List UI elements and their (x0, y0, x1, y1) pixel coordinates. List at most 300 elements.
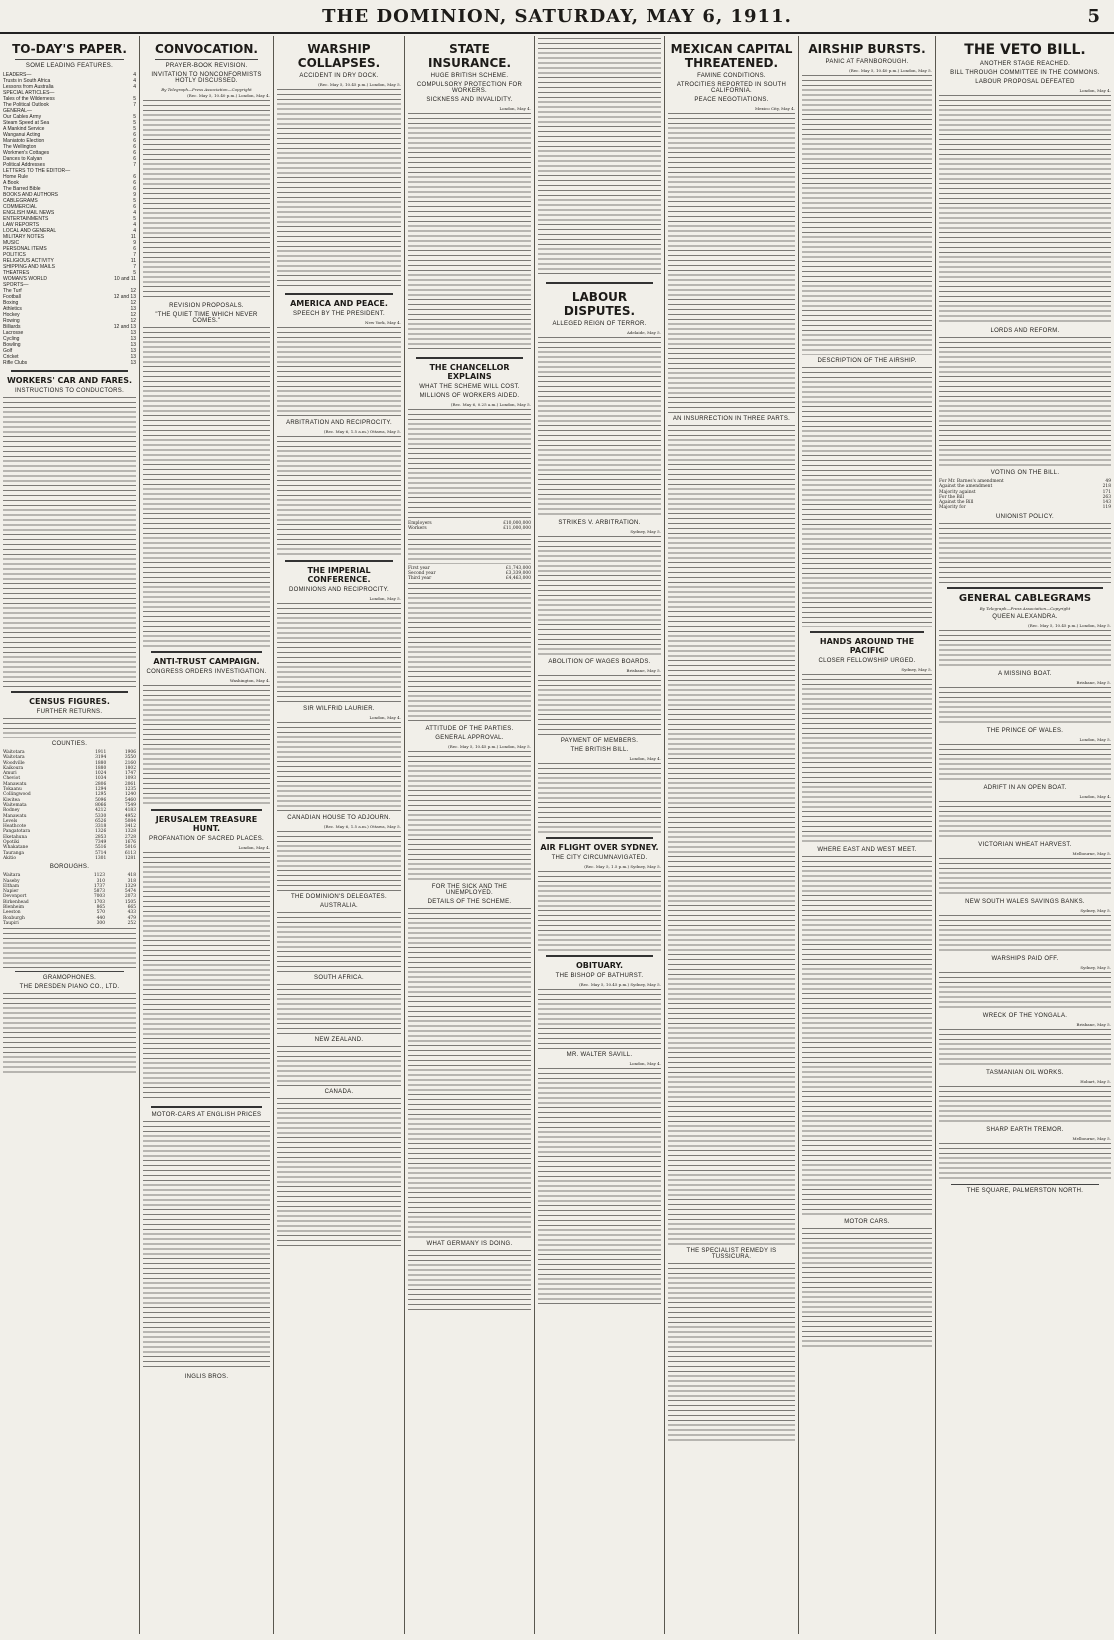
contents-page: 7 (133, 162, 136, 168)
column-5 (535, 36, 665, 1634)
column-7 (799, 36, 936, 1634)
table-cell: 418 (127, 873, 136, 879)
subhead-approval: GENERAL APPROVAL. (435, 735, 504, 742)
subhead-payment: PAYMENT OF MEMBERS. (560, 738, 639, 744)
table-cell: 5096 (95, 797, 107, 803)
contents-page: 4 (133, 222, 136, 228)
article-body (802, 674, 932, 844)
subhead-famine: FAMINE CONDITIONS. (697, 73, 766, 79)
headline-convocation: CONVOCATION. (155, 42, 258, 56)
table-cell: 6526 (95, 818, 107, 824)
masthead-title: THE DOMINION, SATURDAY, MAY 6, 1911. (322, 6, 792, 27)
years-table (408, 566, 531, 582)
table-cell: 4952 (124, 813, 136, 819)
table-cell: 1123 (93, 873, 106, 879)
contents-item: SPECIAL ARTICLES— (3, 90, 55, 96)
byline: By Telegraph—Press Association—Copyright (979, 605, 1071, 611)
article-body (939, 744, 1111, 782)
subhead-east-west: WHERE EAST AND WEST MEET. (817, 847, 917, 853)
article-body (802, 856, 932, 1216)
contents-page: 6 (133, 132, 136, 138)
table-cell: 5873 (93, 889, 106, 895)
dateline: London, May 4. (369, 715, 401, 720)
subhead-dominions: DOMINIONS AND RECIPROCITY. (288, 587, 390, 593)
contents-item: LEADERS— (3, 72, 32, 78)
region-canada: CANADA. (324, 1089, 354, 1095)
article-body (939, 95, 1111, 325)
contents-page: 11 (130, 258, 136, 264)
subhead-atrocities: ATROCITIES REPORTED IN SOUTH CALIFORNIA. (676, 82, 787, 94)
contents-item: SHIPPING AND MAILS (3, 264, 55, 270)
divider (546, 955, 653, 957)
subhead-strikes: STRIKES V. ARBITRATION. (558, 520, 641, 526)
ad-body (143, 1121, 270, 1371)
table-cell: For Mr. Barnes's amendment (939, 479, 1004, 484)
subhead-labour-defeated: LABOUR PROPOSAL DEFEATED (975, 79, 1075, 85)
subhead-british-bill: THE BRITISH BILL. (570, 747, 629, 753)
ad-tussicura: THE SPECIALIST REMEDY IS TUSSICURA. (686, 1248, 777, 1260)
contents-item: Rowing (3, 318, 20, 324)
headline-cablegrams: GENERAL CABLEGRAMS (958, 592, 1092, 604)
table-cell: Roxburgh (3, 915, 25, 921)
cablegram-head: NEW SOUTH WALES SAVINGS BANKS. (965, 898, 1085, 905)
contents-item: The Turf (3, 288, 22, 294)
headline-workers-car: WORKERS' CAR AND FARES. (6, 376, 133, 385)
table-cell: 143 (1102, 500, 1111, 506)
dateline: London, May 4. (1079, 88, 1111, 93)
table-cell: Napier (3, 889, 19, 895)
dateline: Melbourne, May 5. (1072, 850, 1111, 856)
page-number: 5 (1087, 6, 1100, 27)
column-4 (405, 36, 535, 1634)
dateline: London, May 4. (1079, 793, 1111, 799)
article-body (538, 337, 661, 517)
contents-page: 5 (133, 198, 136, 204)
article-body (538, 536, 661, 656)
contents-page: 7 (133, 252, 136, 258)
article-body (277, 912, 401, 972)
divider (546, 837, 653, 839)
table-cell: 2853 (95, 834, 107, 840)
table-cell: 1024 (95, 771, 107, 777)
divider (810, 631, 924, 633)
article-body (277, 1046, 401, 1086)
region-south-africa: SOUTH AFRICA. (314, 975, 364, 981)
dateline: Brisbane, May 5. (1076, 1021, 1111, 1027)
headline-state-insurance: STATE INSURANCE. (427, 42, 512, 70)
subhead-another-stage: ANOTHER STAGE REACHED. (979, 61, 1071, 67)
table-cell: Manawatu (3, 813, 27, 819)
subhead-sickness: SICKNESS AND INVALIDITY. (426, 97, 513, 103)
subhead-huge-scheme: HUGE BRITISH SCHEME. (430, 73, 509, 79)
table-cell: Majority for (939, 505, 966, 511)
table-cell: 4212 (95, 808, 107, 814)
article-body (408, 113, 531, 353)
contents-page: 6 (133, 138, 136, 144)
table-cell: 171 (1102, 489, 1111, 495)
dateline: London, May 4. (629, 756, 661, 761)
table-row (408, 576, 531, 581)
divider (151, 1106, 262, 1108)
article-body (277, 603, 401, 703)
subhead-dry-dock: ACCIDENT IN DRY DOCK. (299, 73, 379, 79)
table-cell: Kiwitea (3, 797, 20, 803)
dateline: Adelaide, May 5. (626, 330, 661, 335)
table-cell: 1747 (124, 771, 136, 777)
article-body (143, 327, 270, 647)
table-cell: 2806 (95, 781, 107, 787)
contents-item: A Book (3, 180, 19, 186)
ad-body (802, 1228, 932, 1348)
table-cell: £4,463,000 (505, 576, 531, 582)
contents-page: 13 (130, 306, 136, 312)
subhead-lords-reform: LORDS AND REFORM. (990, 328, 1060, 334)
contents-item: LOCAL AND GENERAL (3, 228, 57, 234)
contents-item: GENERAL— (3, 108, 32, 114)
table-cell: 479 (127, 915, 136, 921)
contents-page: 6 (133, 144, 136, 150)
table-cell: 1802 (124, 765, 136, 771)
contents-page: 12 and 13 (113, 294, 136, 300)
article-body (939, 523, 1111, 583)
contents-item: The Wellington (3, 144, 37, 150)
boroughs-title: BOROUGHS. (49, 864, 90, 871)
table-cell: 5460 (124, 797, 136, 803)
subhead-revision: REVISION PROPOSALS. (169, 303, 244, 309)
dateline: London, May 4. (629, 1061, 661, 1066)
table-cell: 665 (127, 905, 136, 911)
article-body (802, 367, 932, 627)
table-cell: 570 (96, 910, 106, 916)
table-cell: Waitara (3, 873, 21, 879)
article-body (939, 1143, 1111, 1181)
table-cell: Levels (3, 818, 18, 824)
article-body (668, 113, 795, 413)
dateline: Sydney, May 5. (1080, 907, 1111, 913)
dateline: London, May 4. (499, 106, 531, 111)
article-body (939, 1029, 1111, 1067)
contents-item: The Political Outlook (3, 102, 49, 108)
cablegram-head: WRECK OF THE YONGALA. (982, 1012, 1068, 1019)
table-cell: Leeston (3, 910, 21, 916)
subhead-circumnavigated: THE CITY CIRCUMNAVIGATED. (551, 855, 648, 861)
contents-page: 5 (133, 114, 136, 120)
contents-item: ENGLISH MAIL NEWS (3, 210, 55, 216)
subhead-savill: MR. WALTER SAVILL. (566, 1052, 633, 1058)
article-body (939, 915, 1111, 953)
contents-item: SPORTS— (3, 282, 29, 288)
table-cell: Waitemata (3, 802, 27, 808)
table-cell: Naseby (3, 878, 20, 884)
contents-item: Cricket (3, 354, 19, 360)
contents-item: CABLEGRAMS (3, 198, 38, 204)
contents-item: MILITARY NOTES (3, 234, 45, 240)
dateline: New York, May 4. (365, 320, 401, 325)
table-cell: 1703 (93, 899, 106, 905)
table-cell: 300 (96, 920, 106, 926)
contents-page: 10 and 11 (114, 276, 136, 282)
table-cell: £11,000,000 (503, 526, 531, 532)
table-cell: For the Bill (939, 494, 964, 500)
table-cell: 865 (96, 905, 106, 911)
contents-page: 6 (133, 180, 136, 186)
contents-page: 4 (133, 228, 136, 234)
table-cell: 310 (96, 878, 106, 884)
subhead-farnborough: PANIC AT FARNBOROUGH. (825, 59, 909, 65)
ad-motor-cars: MOTOR CARS. (844, 1219, 890, 1225)
divider (285, 293, 393, 295)
votes-table (939, 479, 1111, 511)
contents-list (3, 72, 136, 366)
contents-item: THEATRES (3, 270, 30, 276)
table-cell: 1880 (95, 760, 107, 766)
dateline: Washington, May 4. (229, 678, 270, 683)
contents-item: A Mankind Service (3, 126, 45, 132)
ad-body (3, 993, 136, 1073)
table-cell: 49 (1105, 479, 1111, 484)
article-body (802, 75, 932, 355)
table-cell: 3412 (124, 824, 136, 830)
table-cell: 4183 (124, 808, 136, 814)
contents-page: 12 (130, 288, 136, 294)
dateline: (Rec. May 6, 0.25 a.m.) London, May 5. (450, 402, 531, 407)
contents-item: WOMAN'S WORLD (3, 276, 48, 282)
dateline: Brisbane, May 5. (1076, 679, 1111, 685)
table-cell: Waitotara (3, 755, 25, 761)
article-body (3, 928, 136, 968)
table-cell: Opotiki (3, 840, 20, 846)
divider (155, 59, 258, 60)
subhead-quiet-time: "THE QUIET TIME WHICH NEVER COMES." (155, 312, 258, 324)
subhead-cost: WHAT THE SCHEME WILL COST. (419, 384, 520, 390)
table-cell: 1281 (124, 855, 136, 861)
headline-air-flight: AIR FLIGHT OVER SYDNEY. (540, 843, 659, 852)
article-body (538, 989, 661, 1049)
subhead-fellowship: CLOSER FELLOWSHIP URGED. (818, 658, 916, 664)
table-cell: 3550 (124, 755, 136, 761)
contents-page: 6 (133, 186, 136, 192)
table-cell: 318 (127, 878, 136, 884)
table-cell: 5474 (124, 889, 136, 895)
article-body (277, 89, 401, 289)
subhead-delegates: THE DOMINION'S DELEGATES. (291, 894, 387, 900)
table-cell: £10,000,000 (503, 521, 531, 526)
table-cell: 5016 (124, 845, 136, 851)
cablegram-head: A MISSING BOAT. (998, 670, 1052, 677)
region-australia: AUSTRALIA. (319, 903, 358, 909)
table-cell: 1911 (95, 750, 107, 755)
dateline: (Rec. May 6, 1.5 a.m.) Ottawa, May 5. (323, 824, 401, 829)
contents-page: 7 (133, 102, 136, 108)
table-cell: Taupiri (3, 920, 19, 926)
subhead-attitude: ATTITUDE OF THE PARTIES. (425, 726, 514, 733)
table-cell: 6113 (124, 850, 136, 856)
dateline: Sydney, May 5. (901, 667, 932, 672)
table-cell: 440 (96, 915, 106, 921)
contents-page: 6 (133, 174, 136, 180)
table-cell: 1329 (124, 883, 136, 889)
headline-warship: WARSHIP COLLAPSES. (297, 42, 381, 70)
subhead-insurrection: AN INSURRECTION IN THREE PARTS. (672, 416, 791, 422)
dateline: Hobart, May 5. (1080, 1078, 1111, 1084)
headline-labour-disputes: LABOUR DISPUTES. (563, 290, 636, 318)
contents-item: Maniatoto Election (3, 138, 45, 144)
article-body (277, 722, 401, 812)
subhead-leading-features: SOME LEADING FEATURES. (25, 63, 114, 69)
column-6 (665, 36, 799, 1634)
contents-item: Workmen's Cottages (3, 150, 50, 156)
subhead-laurier: SIR WILFRID LAURIER. (303, 706, 375, 712)
table-cell: 433 (127, 910, 136, 916)
table-cell: 1676 (124, 840, 136, 846)
dateline: (Rec. May 5, 10.45 p.m.) London, May 5. (1028, 622, 1111, 628)
table-cell: 218 (1102, 484, 1111, 490)
article-body (3, 397, 136, 687)
divider (951, 1184, 1099, 1185)
table-cell: Waitotara (3, 750, 25, 755)
contents-item: Wanganui Acting (3, 132, 41, 138)
subhead-sick-unemployed: FOR THE SICK AND THE UNEMPLOYED. (431, 884, 508, 897)
article-body (408, 409, 531, 519)
subhead-canadian-house: CANADIAN HOUSE TO ADJOURN. (287, 815, 391, 821)
article-body (939, 858, 1111, 896)
contents-page: 5 (133, 270, 136, 276)
table-cell: 1294 (95, 787, 107, 793)
contents-page: 11 (130, 234, 136, 240)
table-cell: 1737 (93, 883, 106, 889)
subhead-committee: BILL THROUGH COMMITTEE IN THE COMMONS. (950, 70, 1100, 76)
subhead-millions: MILLIONS OF WORKERS AIDED. (419, 393, 520, 399)
table-cell: Akitio (3, 855, 17, 861)
contents-item: Trusts in South Africa (3, 78, 51, 84)
article-body (143, 685, 270, 805)
contents-page: 13 (130, 354, 136, 360)
table-cell: Amuri (3, 771, 17, 777)
table-cell: Eltham (3, 883, 19, 889)
contents-item: Billiards (3, 324, 21, 330)
ad-motor-cars: MOTOR-CARS AT ENGLISH PRICES (151, 1112, 262, 1118)
contents-page: 13 (130, 348, 136, 354)
table-cell: Third year (408, 576, 432, 582)
article-body (408, 534, 531, 564)
table-cell: 7549 (124, 802, 136, 808)
article-body (277, 327, 401, 417)
dateline: London, May 4. (238, 845, 270, 850)
table-cell: 1880 (95, 765, 107, 771)
table-cell: 1326 (95, 829, 107, 835)
article-body (3, 718, 136, 738)
dateline: (Rec. May 5, 10.45 p.m.) London, May 5. (448, 744, 531, 750)
subhead-unionist: UNIONIST POLICY. (996, 513, 1054, 520)
article-body (538, 38, 661, 278)
subhead-further-returns: FURTHER RETURNS. (36, 709, 103, 715)
table-cell: 3194 (95, 755, 107, 761)
article-body (939, 630, 1111, 668)
ad-footer: THE SQUARE, PALMERSTON NORTH. (966, 1187, 1084, 1194)
contents-item: Steam Speed at Sea (3, 120, 50, 126)
contents-item: COMMERCIAL (3, 204, 37, 210)
dateline: (Rec. May 5, 1.5 p.m.) Sydney, May 5. (584, 864, 661, 869)
table-cell: Majority against (939, 489, 976, 495)
ad-gramophones: GRAMOPHONES. (42, 975, 97, 982)
contents-page: 5 (133, 120, 136, 126)
article-body (538, 675, 661, 735)
table-cell: 1301 (95, 855, 107, 861)
article-body (939, 801, 1111, 839)
contents-page: 13 (130, 342, 136, 348)
divider (151, 651, 262, 653)
table-cell: 1505 (124, 899, 136, 905)
subhead-invitation: INVITATION TO NONCONFORMISTS HOTLY DISCUSSED. (151, 72, 262, 84)
counties-table (3, 750, 136, 861)
headline-census: CENSUS FIGURES. (29, 697, 110, 706)
contents-page: 4 (133, 210, 136, 216)
table-cell: 3318 (95, 824, 107, 830)
table-cell: 1240 (124, 792, 136, 798)
table-cell: Kaikoura (3, 765, 24, 771)
cablegram-list (939, 614, 1111, 1181)
subhead-profanation: PROFANATION OF SACRED PLACES. (149, 836, 264, 842)
table-cell: 5714 (95, 850, 107, 856)
contents-item: Dances to Kalyan (3, 156, 43, 162)
table-cell: Devonport (3, 894, 27, 900)
divider (151, 809, 262, 811)
table-cell: First year (408, 565, 430, 571)
article-body (408, 908, 531, 1238)
dateline: London, May 5. (369, 596, 401, 601)
subhead-reign-terror: ALLEGED REIGN OF TERROR. (552, 321, 647, 327)
table-cell: £3,339,000 (505, 570, 531, 576)
subhead-peace: PEACE NEGOTIATIONS. (694, 97, 769, 103)
article-body (408, 583, 531, 723)
cablegram-head: SHARP EARTH TREMOR. (986, 1126, 1064, 1133)
divider (285, 560, 393, 562)
headline-mexican-capital: MEXICAN CAPITAL THREATENED. (670, 42, 793, 70)
contents-item: Cycling (3, 336, 20, 342)
subhead-arbitration: ARBITRATION AND RECIPROCITY. (286, 420, 392, 426)
masthead (0, 0, 1114, 34)
dateline: Sydney, May 5. (630, 529, 661, 534)
dateline: (Rec. May 5, 10.45 p.m.) London, May 5. (318, 82, 401, 87)
subhead-prayer-book: PRAYER-BOOK REVISION. (165, 63, 248, 69)
contents-item: Bowling (3, 342, 21, 348)
contents-item: The Barred Bible (3, 186, 41, 192)
headline-todays-paper: TO-DAY'S PAPER. (12, 42, 127, 56)
article-body (277, 984, 401, 1034)
contents-page: 6 (133, 204, 136, 210)
headline-chancellor: THE CHANCELLOR EXPLAINS (429, 363, 510, 381)
article-body (538, 1068, 661, 1308)
subhead-airship-description: DESCRIPTION OF THE AIRSHIP. (817, 358, 917, 364)
ad-dresden: THE DRESDEN PIANO CO., LTD. (19, 984, 120, 991)
subhead-details: DETAILS OF THE SCHEME. (427, 899, 512, 906)
table-cell: Pangatotara (3, 829, 31, 835)
headline-obituary: OBITUARY. (575, 961, 623, 970)
article-body (939, 1086, 1111, 1124)
region-new-zealand: NEW ZEALAND. (314, 1037, 364, 1043)
dateline: London, May 5. (1079, 736, 1111, 742)
divider (15, 971, 124, 972)
contents-item: PERSONAL ITEMS (3, 246, 47, 252)
contents-page: 4 (133, 84, 136, 90)
table-cell: Tauranga (3, 850, 25, 856)
table-cell: 5084 (124, 818, 136, 824)
contents-item: ENTERTAINMENTS (3, 216, 49, 222)
article-body (277, 831, 401, 891)
contents-item: Boxing (3, 300, 19, 306)
article-body (939, 972, 1111, 1010)
table-cell: Eketahuna (3, 834, 27, 840)
